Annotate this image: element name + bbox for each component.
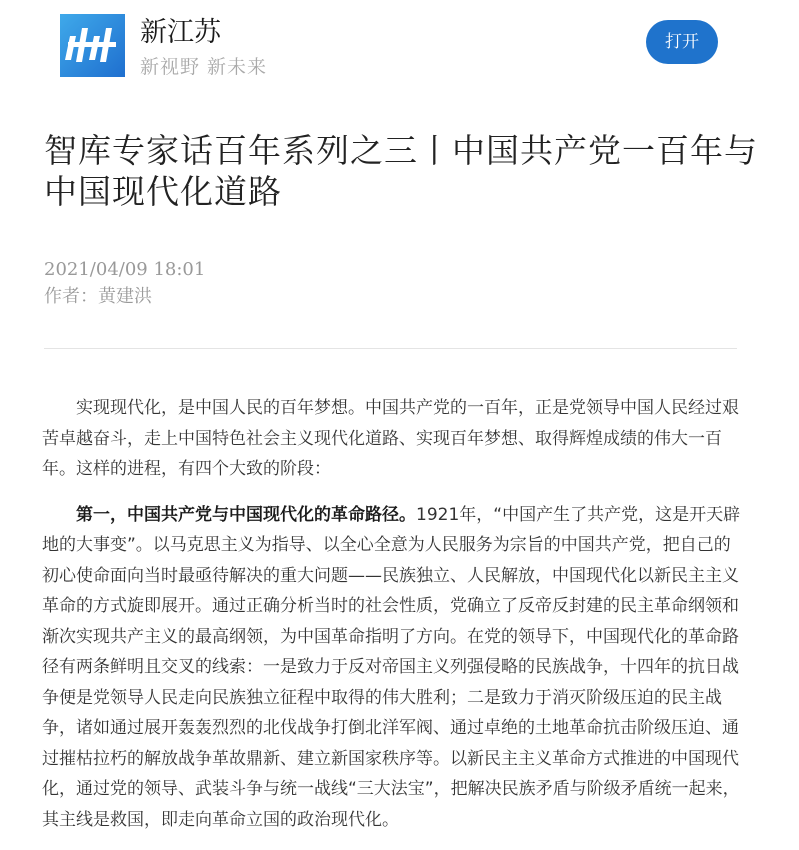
section1-heading: 第一，中国共产党与中国现代化的革命路径。 (76, 504, 416, 525)
article-meta (44, 256, 205, 310)
app-logo (60, 14, 125, 77)
divider (44, 348, 737, 349)
section1-body: 1921年，“中国产生了共产党，这是开天辟地的大事变”。以马克思主义为指导、以全心全意为人民服务为宗旨的中国共产党，把自己的初心使命面向当时最亟待解决的重大问题——民族独立、人民解放，中国现代化以新民主主义革命的方式旋即展开。通过正确分析当时的社会性质，党确立了反帝反封建的民主革命纲领和渐次实现共产主义的最高纲领，为中国革命指明了方向。在党的领导下，中国现代化的革命路径有两条鲜明且交叉的线索：一是致力于反对帝国主义列强侵略的民族战争，十四年的抗日战争便是党领导人民走向民族独立征程中取得的伟大胜利；二是致力于消灭阶级压迫的民主战争，诸如通过展开轰轰烈烈的北伐战争打倒北洋军阀、通过卓绝的土地革命抗击阶级压迫、通过摧枯拉朽的解放战争革故鼎新、建立新国家秩序等。以新民主主义革命方式推进的中国现代化，通过党的领导、武装斗争与统一战线“三大法宝”，把解决民族矛盾与阶级矛盾统一起来，其主线是救国，即走向革命立国的政治现代化。 (42, 504, 741, 830)
article-author: 作者：黄建洪 (44, 286, 152, 307)
app-name: 新江苏 (140, 17, 221, 48)
article-datetime: 2021/04/09 18:01 (44, 259, 206, 280)
article-title: 智库专家话百年系列之三丨中国共产党一百年与中国现代化道路 (44, 131, 758, 211)
article-paragraph-section1 (42, 500, 742, 836)
app-slogan: 新视野 新未来 (140, 56, 268, 78)
article-paragraph-intro: 实现现代化，是中国人民的百年梦想。中国共产党的一百年，正是党领导中国人民经过艰苦卓越奋斗，走上中国特色社会主义现代化道路、实现百年梦想、取得辉煌成绩的伟大一百年。这样的进程，有四个大致的阶段： (42, 398, 739, 479)
open-app-button[interactable]: 打开 (646, 20, 718, 64)
article-body (42, 393, 742, 850)
app-logo-mark-icon (60, 14, 125, 77)
app-download-banner (0, 0, 799, 92)
